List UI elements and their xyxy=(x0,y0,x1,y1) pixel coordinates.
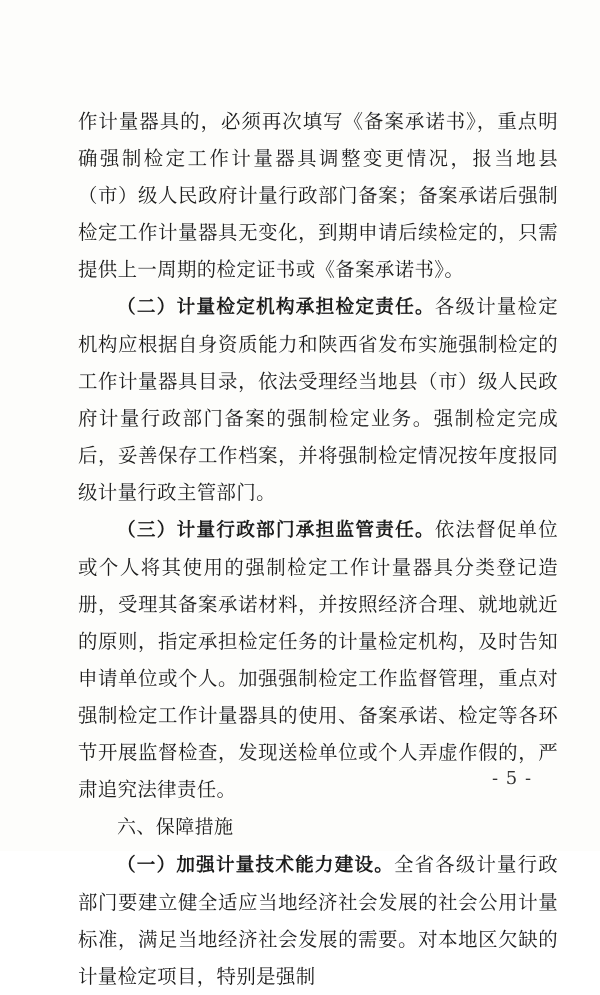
paragraph-administrative-supervision-duty xyxy=(78,511,558,808)
paragraph-text: 各级计量检定机构应根据自身资质能力和陕西省发布实施强制检定的工作计量器具目录，依法受理经当地县（市）级人民政府计量行政部门备案的强制检定业务。强制检定完成后，妥善保存工作档案，并将强制检定情况按年度报同级计量行政主管部门。 xyxy=(78,295,559,504)
paragraph-text: 全省各级计量行政部门要建立健全适应当地经济社会发展的社会公用计量标准，满足当地经济社会发展的需要。对本地区欠缺的计量检定项目，特别是强制 xyxy=(78,853,559,988)
page-number: - 5 - xyxy=(492,768,533,789)
paragraph-inspection-institution-duty xyxy=(78,288,558,511)
paragraph-text: 依法督促单位或个人将其使用的强制检定工作计量器具分类登记造册，受理其备案承诺材料，并按照经济合理、就地就近的原则，指定承担检定任务的计量检定机构，及时告知申请单位或个人。加强强制检定工作监督管理，重点对强制检定工作计量器具的使用、备案承诺、检定等各环节开展监督检查，发现送检单位或个人弄虚作假的，严肃追究法律责任。 xyxy=(78,518,559,801)
paragraph-continuation xyxy=(78,103,558,288)
paragraph-heading: （三）计量行政部门承担监管责任。 xyxy=(117,520,435,541)
paragraph-technical-capacity-building xyxy=(78,846,558,995)
document-body xyxy=(78,103,558,995)
section-title-safeguard-measures xyxy=(78,808,558,846)
paragraph-heading: （一）加强计量技术能力建设。 xyxy=(117,855,395,876)
paragraph-heading: （二）计量检定机构承担检定责任。 xyxy=(117,297,435,318)
paragraph-text: 作计量器具的，必须再次填写《备案承诺书》，重点明确强制检定工作计量器具调整变更情况，报当地县（市）级人民政府计量行政部门备案；备案承诺后强制检定工作计量器具无变化，到期申请后续检定的，只需提供上一周期的检定证书或《备案承诺书》。 xyxy=(78,110,558,281)
section-heading: 六、保障措施 xyxy=(117,816,234,838)
